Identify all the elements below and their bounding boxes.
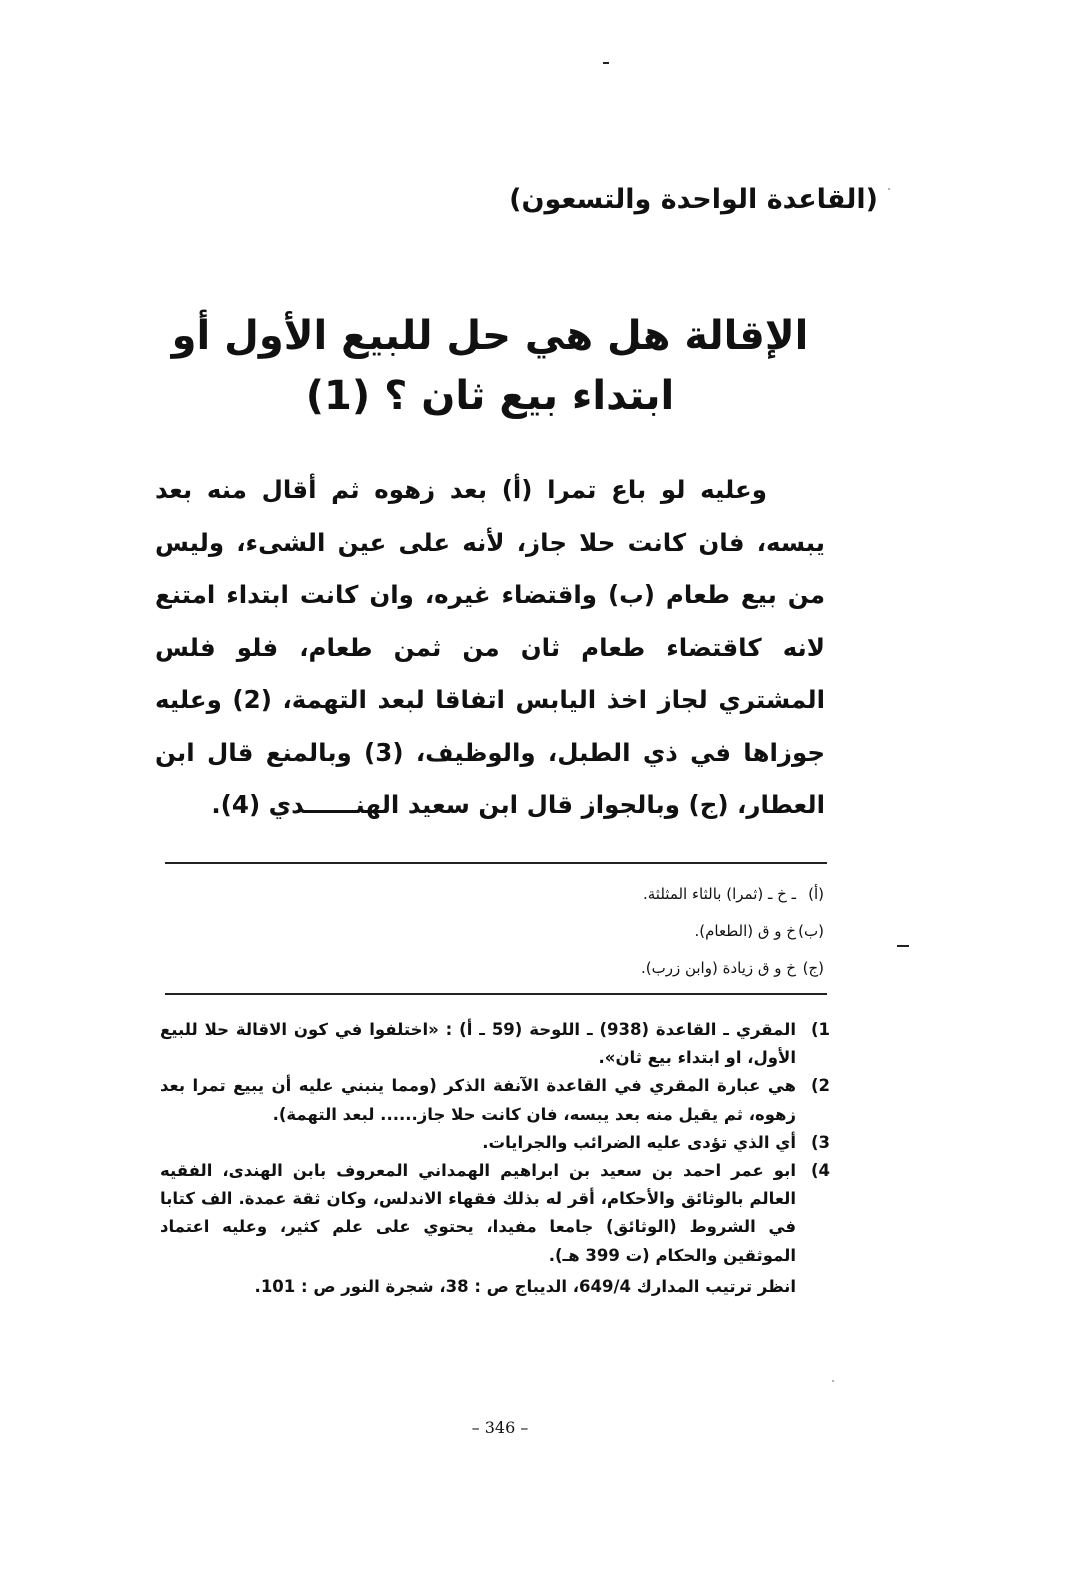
page-title: الإقالة هل هي حل للبيع الأول أو ابتداء بيع ثان ؟ (1)	[171, 313, 809, 419]
variant-item	[641, 913, 824, 950]
page-number: – 346 –	[471, 1418, 529, 1437]
variant-marker: (ب)	[798, 922, 824, 940]
footnote-text: ابو عمر احمد بن سعيد بن ابراهيم الهمداني المعروف بابن الهندى، الفقيه العالم بالوثائق والأحكام، أقر له بذلك فقهاء الاندلس، وكان ثقة عمدة. الف كتابا في الشروط (الوثائق) جامعا مفيدا، يحتوي على علم كثير، وعليه اعتماد الموثقين والحكام (ت 399 هـ).	[160, 1161, 796, 1265]
footnote-marker: 3)	[810, 1132, 830, 1152]
section-heading: (القاعدة الواحدة والتسعون)	[509, 184, 878, 215]
footnote-text: أي الذي تؤدى عليه الضرائب والجرايات.	[482, 1132, 796, 1152]
variants-top-rule	[165, 862, 827, 864]
footnotes	[160, 1016, 830, 1301]
footnote-reference: انظر ترتيب المدارك 649/4، الديباج ص : 38، شجرة النور ص : 101.	[254, 1276, 796, 1296]
variant-marker: (أ)	[808, 885, 824, 903]
scan-speck	[832, 1380, 834, 1382]
scan-mark	[603, 62, 609, 64]
variant-readings	[641, 876, 824, 987]
footnote-marker: 1)	[810, 1020, 830, 1039]
footnote-text: هي عبارة المقري في القاعدة الآنفة الذكر (ومما ينبني عليه أن يبيع تمرا بعد زهوه، ثم يقيل منه بعد يبسه، فان كانت حلا جاز...... لبعد التهمة).	[160, 1076, 796, 1124]
footnote-4	[160, 1157, 830, 1270]
footnote-3	[160, 1129, 830, 1157]
footnotes-top-rule	[165, 993, 827, 995]
footnote-1	[160, 1016, 830, 1072]
variant-text: خ و ق زيادة (وابن زرب).	[640, 959, 796, 977]
scan-mark	[897, 945, 909, 947]
variant-marker: (ج)	[802, 959, 824, 977]
variant-item	[641, 950, 824, 987]
footnote-2	[160, 1072, 830, 1128]
body-paragraph: وعليه لو باع تمرا (أ) بعد زهوه ثم أقال منه بعد يبسه، فان كانت حلا جاز، لأنه على عين الشىء، وليس من بيع طعام (ب) واقتضاء غيره، وان كانت ابتداء امتنع لانه كاقتضاء طعام ثان من ثمن طعام، فلو فلس المشتري لجاز اخذ اليابس اتفاقا لبعد التهمة، (2) وعليه جوزاها في ذي الطبل، والوظيف، (3) وبالمنع قال ابن العطار، (ج) وبالجواز قال ابن سعيد الهنــــــدي (4).	[155, 475, 826, 819]
footnote-marker: 2)	[810, 1076, 830, 1096]
variant-text: خ و ق (الطعام).	[694, 922, 796, 940]
footnote-marker: 4)	[810, 1161, 830, 1181]
variant-text: ـ خ ـ (ثمرا) بالثاء المثلثة.	[642, 885, 796, 903]
footnote-text: المقري ـ القاعدة (938) ـ اللوحة (59 ـ أ) : «اختلفوا في كون الاقالة حلا للبيع الأول، او ابتداء بيع ثان».	[160, 1020, 796, 1068]
variant-item	[641, 876, 824, 913]
scan-speck	[888, 188, 890, 190]
